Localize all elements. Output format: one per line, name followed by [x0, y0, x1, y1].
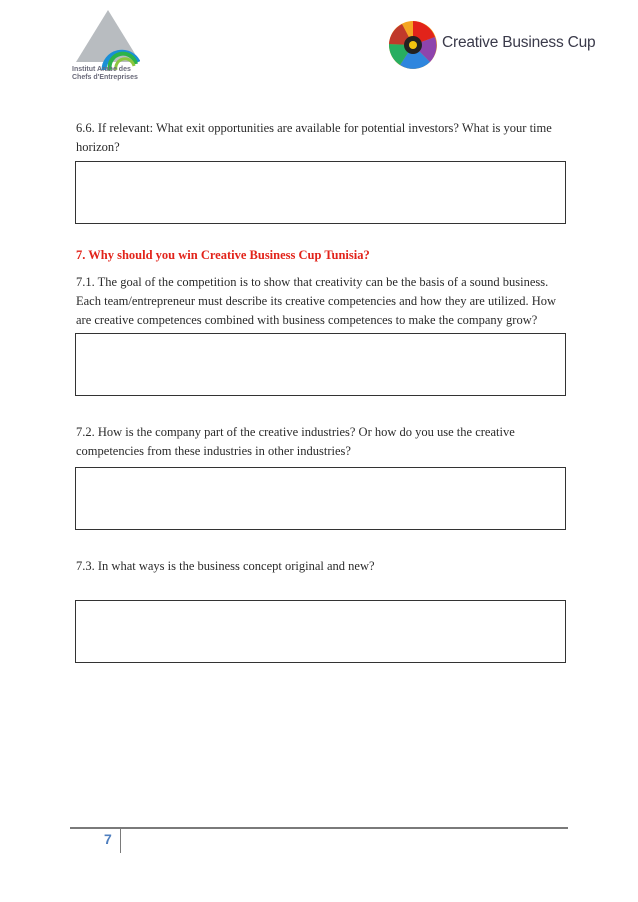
colorful-burst-icon [388, 20, 438, 70]
answer-box-6-6[interactable] [75, 161, 566, 224]
footer-separator [120, 829, 121, 853]
question-7-3: 7.3. In what ways is the business concept original and new? [76, 559, 375, 573]
brand-name: Creative Business Cup [442, 34, 596, 51]
footer-rule [70, 827, 568, 829]
answer-box-7-1[interactable] [75, 333, 566, 396]
answer-box-7-3[interactable] [75, 600, 566, 663]
iace-logo [72, 10, 144, 82]
question-6-6: 6.6. If relevant: What exit opportunities are available for potential investors? What is your time horizon? [76, 121, 552, 154]
section-7-heading: 7. Why should you win Creative Business Cup Tunisia? [76, 248, 370, 262]
answer-box-7-2[interactable] [75, 467, 566, 530]
question-7-2: 7.2. How is the company part of the creative industries? Or how do you use the creative competencies from these industries in other industries? [76, 425, 515, 458]
question-7-1: 7.1. The goal of the competition is to show that creativity can be the basis of a sound business. Each team/entrepreneur must describe its creative competencies and how they are utilized. How are creative competences combined with business competences to make the company grow? [76, 275, 557, 327]
iace-logo-text: Institut Arabe des Chefs d'Entreprises [72, 66, 138, 81]
page-number: 7 [104, 831, 112, 847]
creative-business-cup-logo [388, 20, 596, 70]
